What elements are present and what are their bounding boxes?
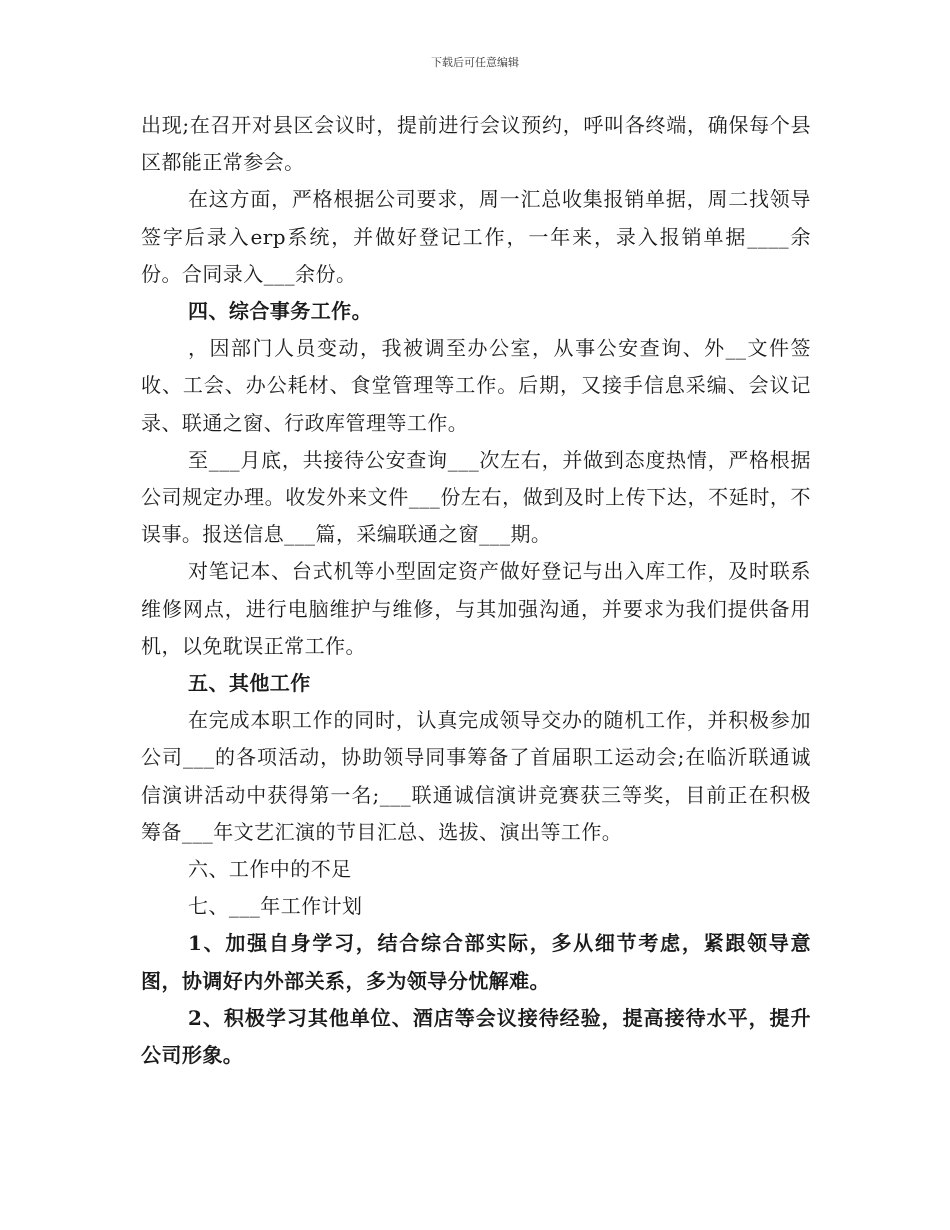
paragraph-statistics: 至___月底，共接待公安查询___次左右，并做到态度热情，严格根据公司规定办理。收发外来文件___份左右，做到及时上传下达，不延时，不误事。报送信息___篇，采编联通之窗___期。: [141, 447, 811, 547]
plan-item-1: 1、加强自身学习，结合综合部实际，多从细节考虑，紧跟领导意图，协调好内外部关系，多为领导分忧解难。: [141, 931, 811, 993]
section-heading-7: 七、___年工作计划: [188, 894, 363, 919]
paragraph-assets: 对笔记本、台式机等小型固定资产做好登记与出入库工作，及时联系维修网点，进行电脑维护与维修，与其加强沟通，并要求为我们提供备用机，以免耽误正常工作。: [141, 559, 811, 658]
section-heading-6: 六、工作中的不足: [188, 857, 352, 882]
plan-item-2: 2、积极学习其他单位、酒店等会议接待经验，提高接待水平，提升公司形象。: [141, 1005, 811, 1068]
paragraph-transfer: ，因部门人员变动，我被调至办公室，从事公安查询、外__文件签收、工会、办公耗材、食堂管理等工作。后期，又接手信息采编、会议记录、联通之窗、行政库管理等工作。: [141, 336, 811, 435]
page-header-note: 下载后可任意编辑: [431, 56, 519, 69]
paragraph-other-work: 在完成本职工作的同时，认真完成领导交办的随机工作，并积极参加公司___的各项活动，协助领导同事筹备了首届职工运动会;在临沂联通诚信演讲活动中获得第一名;___联通诚信演讲竞赛获三等奖，目前正在积极筹备___年文艺汇演的节目汇总、选拔、演出等工作。: [141, 708, 811, 844]
section-heading-5: 五、其他工作: [188, 671, 311, 696]
document-body: [141, 107, 811, 1074]
paragraph-reimbursement: 在这方面，严格根据公司要求，周一汇总收集报销单据，周二找领导签字后录入erp系统，并做好登记工作，一年来，录入报销单据____余份。合同录入___余份。: [141, 187, 811, 286]
paragraph-continuation: 出现;在召开对县区会议时，提前进行会议预约，呼叫各终端，确保每个县区都能正常参会。: [141, 113, 811, 175]
section-heading-4: 四、综合事务工作。: [188, 299, 373, 324]
